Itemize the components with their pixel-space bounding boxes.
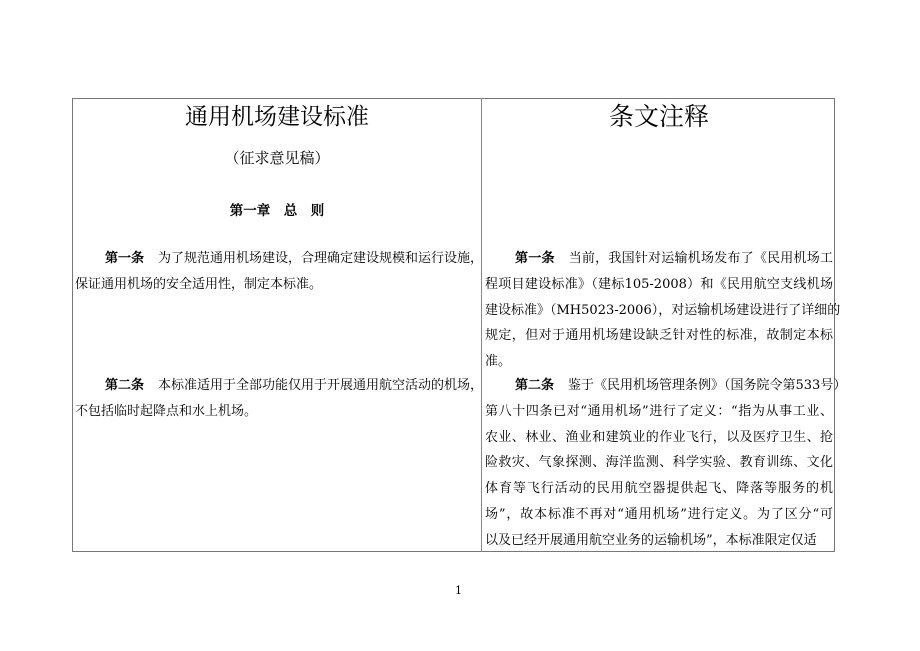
article-line xyxy=(485,429,833,447)
article-line xyxy=(485,377,847,395)
article-text: 为了规范通用机场建设，合理确定建设规模和运行设施， xyxy=(158,251,484,266)
article-text: 本标准适用于全部功能仅用于开展通用航空活动的机场， xyxy=(158,378,484,393)
article-label: 第二条 xyxy=(105,378,145,393)
article-text: 以及已经开展通用航空业务的运输机场”，本标准限定仅适 xyxy=(485,532,817,548)
article-text: 体育等飞行活动的民用航空器提供起飞、降落等服务的机 xyxy=(485,481,833,497)
article-line xyxy=(485,480,833,498)
standard-title: 通用机场建设标准 xyxy=(185,104,369,130)
article-label: 第一条 xyxy=(105,251,145,266)
article-line xyxy=(485,353,833,371)
article-line xyxy=(485,532,833,550)
article-text: 险救灾、气象探测、海洋监测、科学实验、教育训练、文化 xyxy=(485,455,833,471)
article-text: 程项目建设标准》（建标105-2008）和《民用航空支线机场 xyxy=(485,276,833,292)
commentary-title: 条文注释 xyxy=(608,102,709,131)
article-text: 鉴于《民用机场管理条例》（国务院令第533号） xyxy=(568,378,847,393)
article-line xyxy=(75,276,477,294)
article-line xyxy=(485,302,841,320)
article-line xyxy=(485,403,833,421)
article-line xyxy=(75,403,477,421)
article-line xyxy=(485,454,833,472)
article-line xyxy=(485,276,833,294)
article-label: 第二条 xyxy=(515,378,555,393)
article-text: 规定，但对于通用机场建设缺乏针对性的标准，故制定本标 xyxy=(485,328,833,344)
article-line xyxy=(75,377,484,395)
article-text: 当前，我国针对运输机场发布了《民用机场工 xyxy=(568,251,833,266)
draft-subtitle: （征求意见稿） xyxy=(224,149,330,167)
article-text: 保证通用机场的安全适用性，制定本标准。 xyxy=(75,276,323,292)
article-line xyxy=(485,327,833,345)
page-number: 1 xyxy=(455,584,462,597)
article-line xyxy=(485,506,833,524)
article-text: 农业、林业、渔业和建筑业的作业飞行，以及医疗卫生、抢 xyxy=(485,429,833,445)
article-text: 建设标准》（MH5023-2006），对运输机场建设进行了详细的 xyxy=(485,302,841,318)
article-text: 第八十四条已对“通用机场”进行了定义：“指为从事工业、 xyxy=(485,403,833,419)
article-text: 不包括临时起降点和水上机场。 xyxy=(75,403,258,419)
article-line xyxy=(75,250,484,268)
article-label: 第一条 xyxy=(515,251,555,266)
article-text: 场”，故本标准不再对“通用机场”进行定义。为了区分“可 xyxy=(485,507,833,522)
article-text: 准。 xyxy=(485,354,512,370)
chapter-heading: 第一章 总 则 xyxy=(229,203,325,219)
article-line xyxy=(485,250,833,268)
